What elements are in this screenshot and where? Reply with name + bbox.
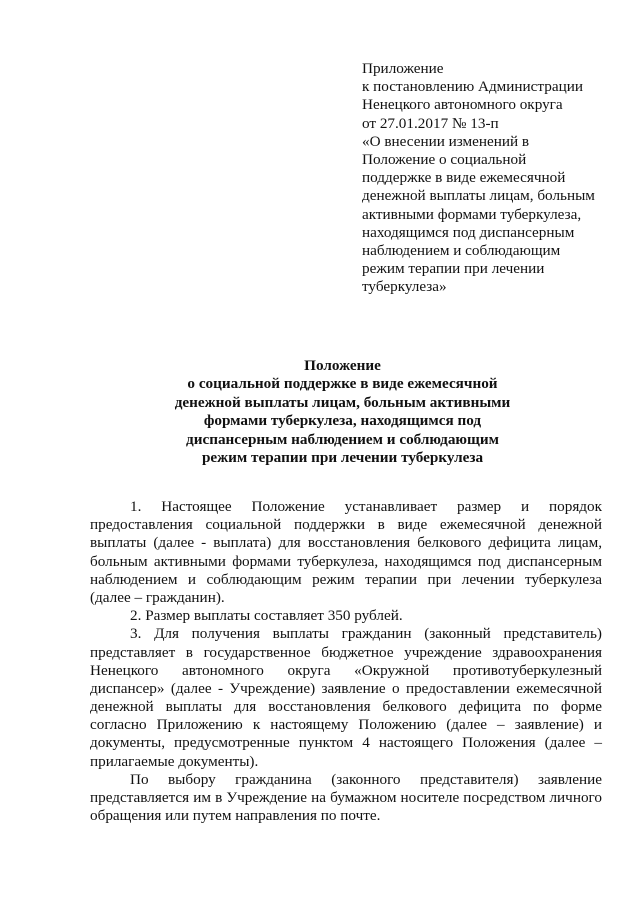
body-line: представляет в государственное бюджетное учреждение здравоохранения: [90, 643, 602, 661]
appendix-line: режим терапии при лечении: [362, 260, 545, 278]
appendix-line: к постановлению Администрации: [362, 78, 583, 96]
paragraph-3: [90, 625, 602, 771]
body-line: предоставления социальной поддержки в виде ежемесячной денежной: [90, 516, 602, 534]
appendix-line: Положение о социальной: [362, 151, 527, 169]
appendix-line: денежной выплаты лицам, больным: [362, 187, 595, 205]
document-title: [90, 357, 595, 467]
appendix-line: наблюдением и соблюдающим: [362, 242, 561, 260]
appendix-line: туберкулеза»: [362, 278, 447, 296]
appendix-line: активными формами туберкулеза,: [362, 205, 582, 223]
title-line: Положение: [304, 357, 381, 374]
body-line: По выбору гражданина (законного представителя) заявление: [130, 770, 602, 788]
body-line: (далее – гражданин).: [90, 588, 225, 606]
appendix-line: «О внесении изменений в: [362, 132, 530, 150]
body-line: представляется им в Учреждение на бумажном носителе посредством личного: [90, 789, 602, 806]
paragraph-2: [90, 607, 602, 625]
title-line: режим терапии при лечении туберкулеза: [201, 449, 484, 467]
title-line: диспансерным наблюдением и соблюдающим: [186, 430, 499, 448]
appendix-header: [362, 60, 612, 297]
paragraph-1: [90, 498, 602, 607]
body-line: наблюдением и соблюдающим режим терапии при лечении туберкулеза: [90, 570, 602, 588]
appendix-line: от 27.01.2017 № 13-п: [362, 114, 499, 132]
paragraph-4: [90, 771, 602, 826]
body-line: диспансер» (далее - Учреждение) заявление о предоставлении ежемесячной: [90, 679, 602, 697]
body-line: выплаты (далее - выплата) для восстановления белкового дефицита лицам,: [90, 534, 602, 552]
body-line: 2. Размер выплаты составляет 350 рублей.: [130, 607, 403, 625]
title-line: формами туберкулеза, находящимся под: [203, 412, 482, 430]
body-line: 1. Настоящее Положение устанавливает размер и порядок: [130, 498, 602, 515]
appendix-line: Приложение: [362, 60, 444, 77]
body-line: Ненецкого автономного округа «Окружной противотуберкулезный: [90, 661, 602, 679]
body-line: прилагаемые документы).: [90, 752, 259, 770]
title-line: денежной выплаты лицам, больным активными: [174, 393, 511, 411]
title-line: о социальной поддержке в виде ежемесячной: [187, 375, 498, 393]
body-line: денежной выплаты для восстановления белкового дефицита по форме: [90, 698, 602, 716]
appendix-line: находящимся под диспансерным: [362, 223, 575, 241]
body-line: согласно Приложению к настоящему Положению (далее – заявление) и: [90, 716, 602, 734]
body-line: 3. Для получения выплаты гражданин (законный представитель): [130, 625, 602, 643]
body-line: обращения или путем направления по почте.: [90, 807, 381, 825]
body-line: больным активными формами туберкулеза, находящимся под диспансерным: [90, 552, 602, 570]
body-line: документы, предусмотренные пунктом 4 настоящего Положения (далее –: [90, 734, 602, 752]
appendix-line: поддержке в виде ежемесячной: [362, 169, 566, 187]
document-body: [90, 498, 602, 825]
appendix-line: Ненецкого автономного округа: [362, 96, 563, 114]
